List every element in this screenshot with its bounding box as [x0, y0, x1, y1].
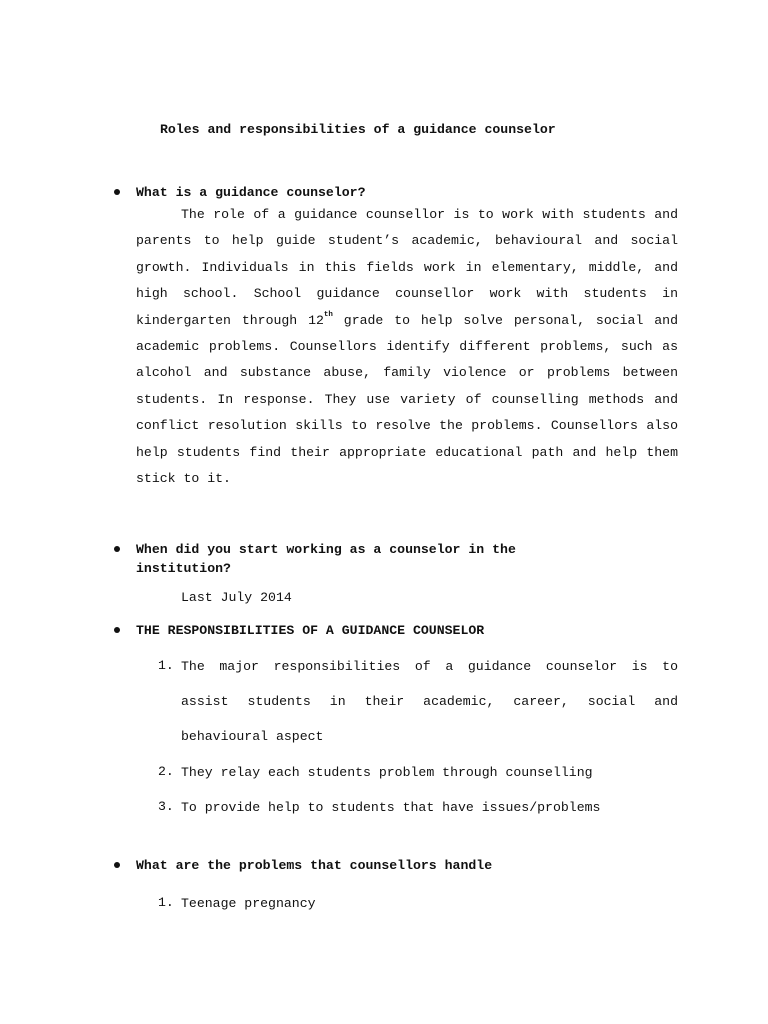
list-item-text: The major responsibilities of a guidance counselor is to assist students in their academic, career, social and behavioural aspect — [181, 659, 678, 744]
list-item-number: 1. — [158, 895, 174, 910]
ordinal-suffix: th — [323, 311, 333, 320]
list-item-number: 3. — [158, 799, 174, 814]
answer-start-date: Last July 2014 — [181, 590, 292, 605]
bullet-icon — [112, 544, 122, 554]
list-item-number: 1. — [158, 658, 174, 673]
paragraph-text: The role of a guidance counsellor is to work with students and parents to help guide student’s academic, behavioural and social growth. Individuals in this fields work in elementary, middle, and high school. School guidance counsellor work with students in kindergarten through 12 — [136, 207, 678, 328]
list-item-number: 2. — [158, 764, 174, 779]
section-heading-what-is: What is a guidance counselor? — [136, 185, 366, 200]
list-item-text: They relay each students problem through counselling — [181, 765, 593, 780]
section-heading-start-working: When did you start working as a counselor in the institution? — [136, 542, 516, 576]
list-item-text: Teenage pregnancy — [181, 896, 316, 911]
section-heading-problems: What are the problems that counsellors handle — [136, 858, 493, 873]
section-paragraph-role — [136, 202, 678, 492]
bullet-icon — [112, 187, 122, 197]
list-item-text: To provide help to students that have issues/problems — [181, 800, 601, 815]
paragraph-text-continued: grade to help solve personal, social and academic problems. Counsellors identify different problems, such as alcohol and substance abuse, family violence or problems between students. In response. They use variety of counselling methods and conflict resolution skills to resolve the problems. Counsellors also help students find their appropriate educational path and help them stick to it. — [136, 312, 678, 487]
document-title: Roles and responsibilities of a guidance counselor — [160, 122, 556, 137]
section-heading-responsibilities: THE RESPONSIBILITIES OF A GUIDANCE COUNSELOR — [136, 623, 485, 638]
bullet-icon — [112, 625, 122, 635]
bullet-icon — [112, 860, 122, 870]
